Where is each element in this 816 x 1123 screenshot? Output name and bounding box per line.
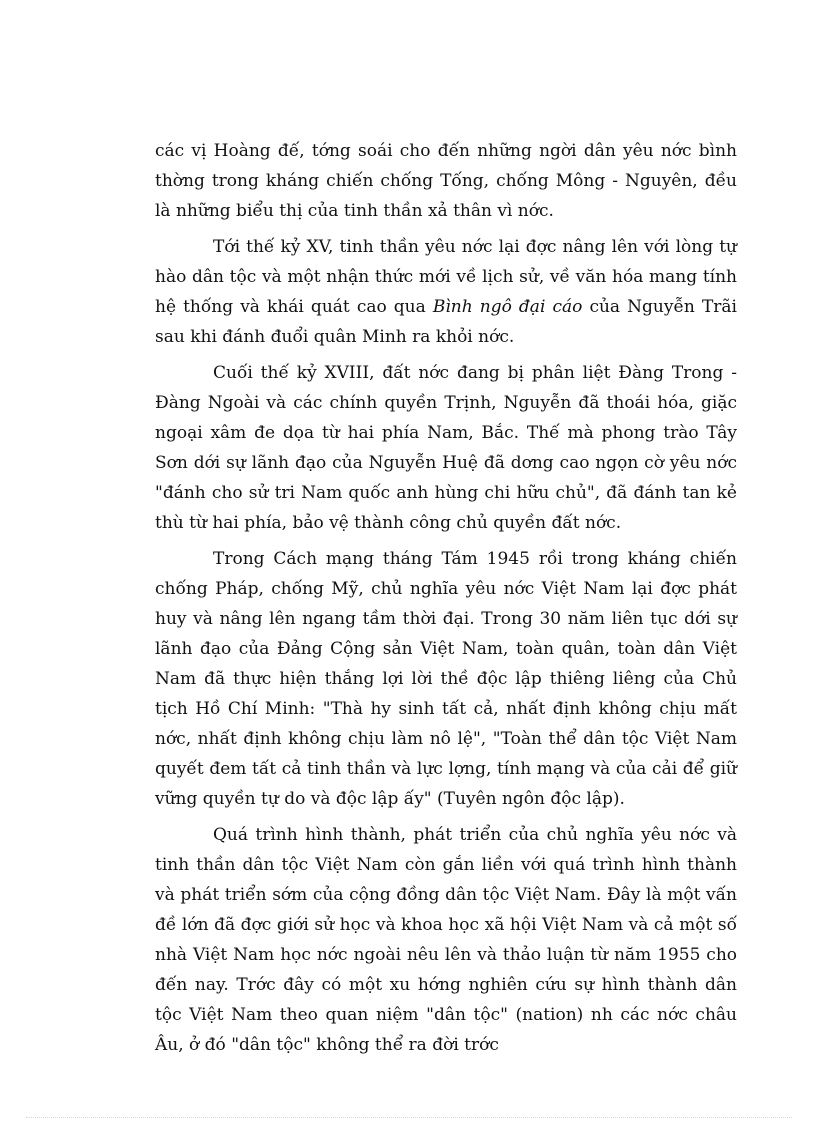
paragraph-4: Trong Cách mạng tháng Tám 1945 rồi trong kháng chiến chống Pháp, chống Mỹ, chủ nghĩa yêu nớc Việt Nam lại đợc phát huy và nâng lên ngang tầm thời đại. Trong 30 năm liên tục dới sự lãnh đạo của Đảng Cộng sản Việt Nam, toàn quân, toàn dân Việt Nam đã thực hiện thắng lợi lời thề độc lập thiêng liêng của Chủ tịch Hồ Chí Minh: "Thà hy sinh tất cả, nhất định không chịu mất nớc, nhất định không chịu làm nô lệ", "Toàn thể dân tộc Việt Nam quyết đem tất cả tinh thần và lực lợng, tính mạng và của cải để giữ vững quyền tự do và độc lập ấy" (Tuyên ngôn độc lập). [155, 549, 737, 809]
paragraph-2 [155, 232, 737, 352]
paragraph-2-text-before: Tới thế kỷ XV, tinh thần yêu nớc lại đợc nâng lên với lòng tự hào dân tộc và một nhận thức mới về lịch sử, về văn hóa mang tính hệ thống và khái quát cao qua [155, 237, 737, 317]
work-title-italic: Bình ngô đại cáo [432, 297, 583, 317]
body-text [155, 136, 737, 1066]
paragraph-2-text-after: của Nguyễn Trãi sau khi đánh đuổi quân Minh ra khỏi nớc. [155, 297, 737, 347]
paragraph-1: các vị Hoàng đế, tớng soái cho đến những ngời dân yêu nớc bình thờng trong kháng chiến chống Tống, chống Mông - Nguyên, đều là những biểu thị của tinh thần xả thân vì nớc. [155, 141, 737, 221]
paragraph-3: Cuối thế kỷ XVIII, đất nớc đang bị phân liệt Đàng Trong - Đàng Ngoài và các chính quyền Trịnh, Nguyễn đã thoái hóa, giặc ngoại xâm đe dọa từ hai phía Nam, Bắc. Thế mà phong trào Tây Sơn dới sự lãnh đạo của Nguyễn Huệ đã dơng cao ngọn cờ yêu nớc "đánh cho sử tri Nam quốc anh hùng chi hữu chủ", đã đánh tan kẻ thù từ hai phía, bảo vệ thành công chủ quyền đất nớc. [155, 363, 737, 533]
page-bottom-divider [26, 1117, 792, 1118]
paragraph-5: Quá trình hình thành, phát triển của chủ nghĩa yêu nớc và tinh thần dân tộc Việt Nam còn gắn liền với quá trình hình thành và phát triển sớm của cộng đồng dân tộc Việt Nam. Đây là một vấn đề lớn đã đợc giới sử học và khoa học xã hội Việt Nam và cả một số nhà Việt Nam học nớc ngoài nêu lên và thảo luận từ năm 1955 cho đến nay. Trớc đây có một xu hớng nghiên cứu sự hình thành dân tộc Việt Nam theo quan niệm "dân tộc" (nation) nh các nớc châu Âu, ở đó "dân tộc" không thể ra đời trớc [155, 825, 737, 1055]
